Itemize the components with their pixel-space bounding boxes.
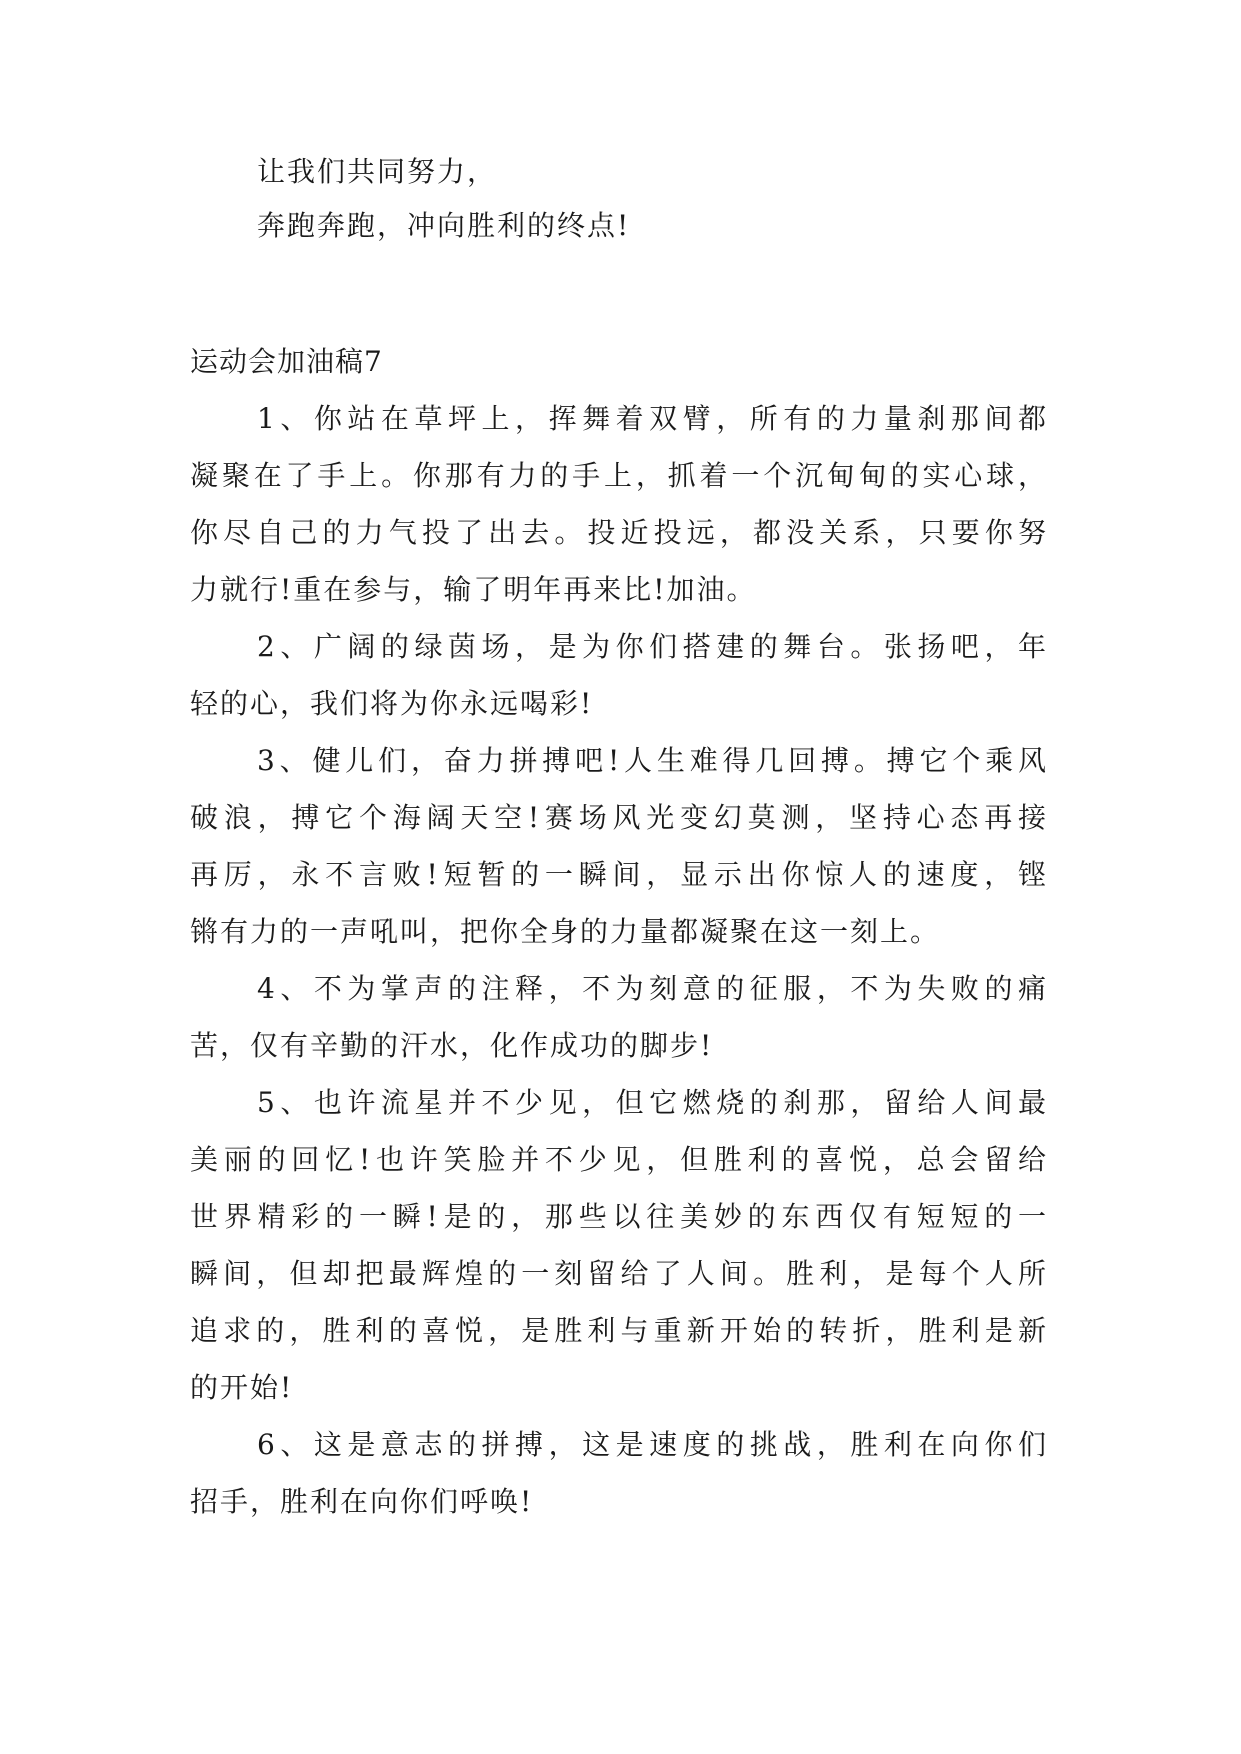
paragraph-line: 再厉，永不言败!短暂的一瞬间，显示出你惊人的速度，铿 [190,858,1048,891]
paragraph-line: 3、健儿们，奋力拼搏吧!人生难得几回搏。搏它个乘风 [257,744,1048,777]
paragraph-line: 4、不为掌声的注释，不为刻意的征服，不为失败的痛 [257,972,1048,1005]
paragraph-line: 招手，胜利在向你们呼唤! [190,1485,534,1518]
paragraph-line: 力就行!重在参与，输了明年再来比!加油。 [190,573,757,606]
paragraph-line: 轻的心，我们将为你永远喝彩! [190,687,594,720]
paragraph-line: 1、你站在草坪上，挥舞着双臂，所有的力量刹那间都 [257,402,1048,435]
paragraph-line: 追求的，胜利的喜悦，是胜利与重新开始的转折，胜利是新 [190,1314,1048,1347]
paragraph-line: 2、广阔的绿茵场，是为你们搭建的舞台。张扬吧，年 [257,630,1048,663]
paragraph-line: 世界精彩的一瞬!是的，那些以往美妙的东西仅有短短的一 [190,1200,1048,1233]
paragraph-line: 的开始! [190,1371,294,1404]
paragraph-line: 6、这是意志的拼搏，这是速度的挑战，胜利在向你们 [257,1428,1048,1461]
section-title: 运动会加油稿7 [190,345,383,378]
paragraph-line: 美丽的回忆!也许笑脸并不少见，但胜利的喜悦，总会留给 [190,1143,1048,1176]
paragraph-line: 破浪，搏它个海阔天空!赛场风光变幻莫测，坚持心态再接 [190,801,1048,834]
paragraph-line: 你尽自己的力气投了出去。投近投远，都没关系，只要你努 [190,516,1048,549]
paragraph-line: 5、也许流星并不少见，但它燃烧的刹那，留给人间最 [257,1086,1048,1119]
poem-line: 让我们共同努力， [257,155,498,188]
paragraph-line: 苦，仅有辛勤的汗水，化作成功的脚步! [190,1029,714,1062]
poem-line: 奔跑奔跑，冲向胜利的终点! [257,209,631,242]
paragraph-line: 凝聚在了手上。你那有力的手上，抓着一个沉甸甸的实心球， [190,459,1048,492]
paragraph-line: 瞬间，但却把最辉煌的一刻留给了人间。胜利，是每个人所 [190,1257,1048,1290]
paragraph-line: 锵有力的一声吼叫，把你全身的力量都凝聚在这一刻上。 [190,915,941,948]
